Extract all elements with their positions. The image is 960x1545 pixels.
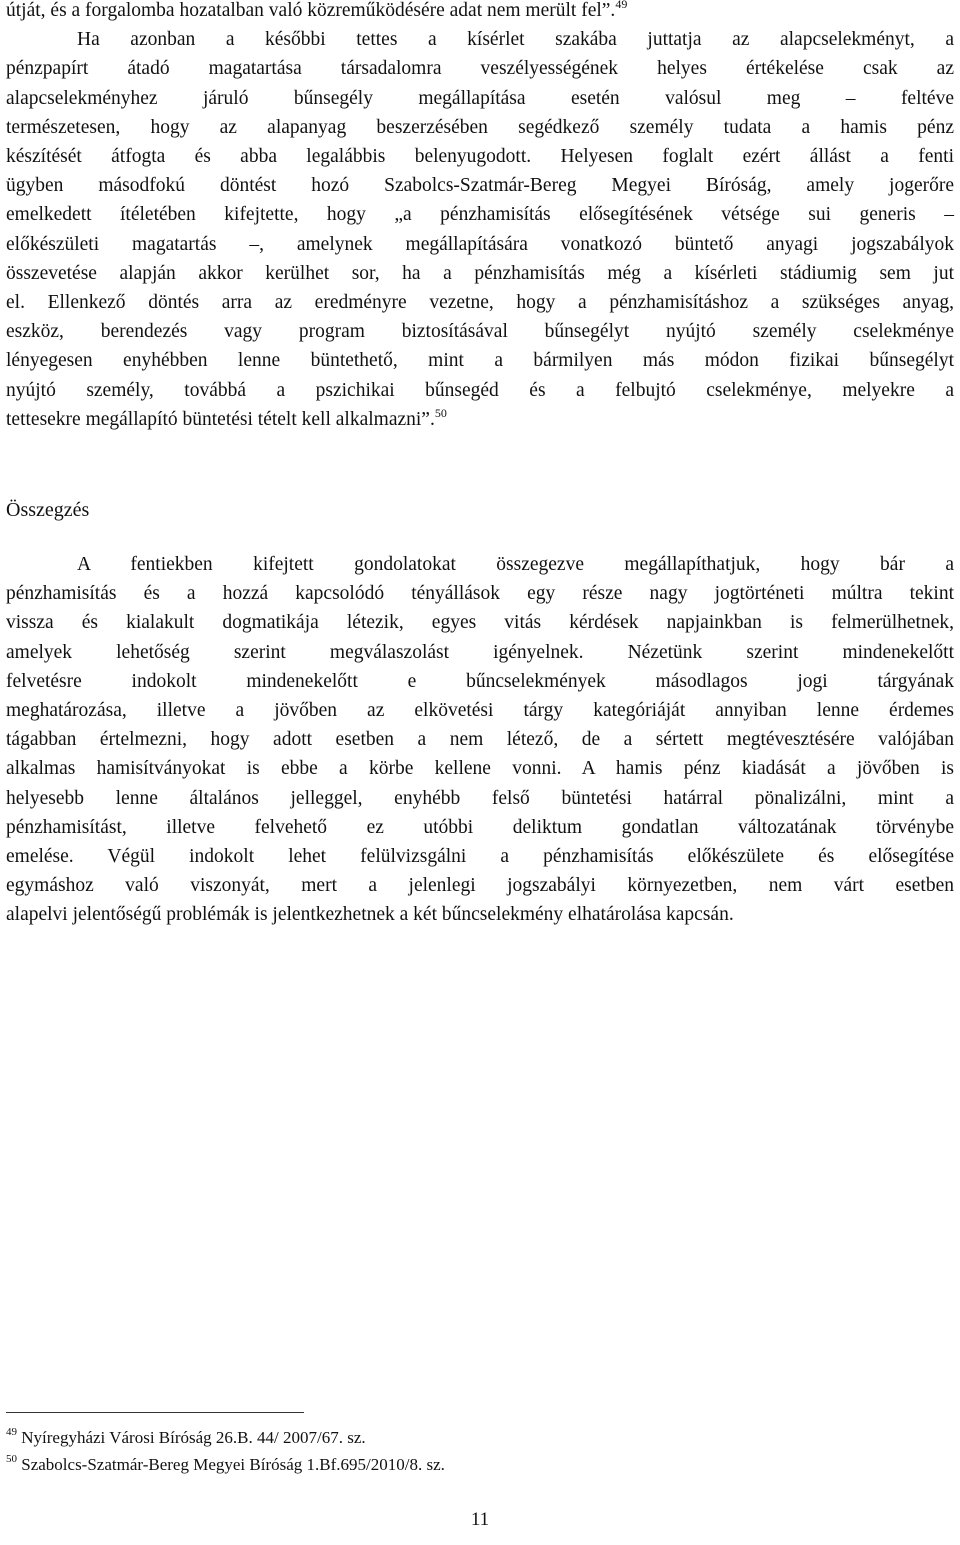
body-text-continuation — [6, 0, 954, 434]
section-heading: Összegzés — [6, 499, 90, 521]
text-line: természetesen, hogy az alapanyag beszerzésében segédkező személy tudata a hamis pénz — [6, 116, 954, 138]
text-line: útját, és a forgalomba hozatalban való közreműködésére adat nem merült fel”.$^{49}$ — [6, 0, 954, 25]
footnote-50 — [6, 1451, 706, 1478]
text-line: alapelvi jelentőségű problémák is jelentkezhetnek a két bűncselekmény elhatárolása kapcsán. — [6, 904, 734, 926]
footnote-number: 49 — [6, 1426, 17, 1438]
text-line: készítését átfogta és abba legalábbis belenyugodott. Helyesen foglalt ezért állást a fenti — [6, 146, 954, 168]
text-line: emelkedett ítéletében kifejtette, hogy „a pénzhamisítás elősegítésének vétsége sui generis – — [6, 204, 954, 226]
text-line: pénzhamisítást, illetve felvehető ez utóbbi deliktum gondatlan változatának törvénybe — [6, 816, 954, 838]
footnote-text: Nyíregyházi Városi Bíróság 26.B. 44/ 2007/67. sz. — [21, 1428, 366, 1447]
text-line: Ha azonban a későbbi tettes a kísérlet szakába juttatja az alapcselekményt, a — [77, 29, 954, 51]
footnote-text: Szabolcs-Szatmár-Bereg Megyei Bíróság 1.Bf.695/2010/8. sz. — [21, 1455, 445, 1474]
text-line: pénzpapírt átadó magatartása társadalomra veszélyességének helyes értékelése csak az — [6, 58, 954, 80]
text-line: tettesekre megállapító büntetési tételt kell alkalmazni”.$^{50}$ — [6, 405, 447, 430]
text-line: lényegesen enyhébben lenne büntethető, mint a bármilyen más módon fizikai bűnsegélyt — [6, 350, 954, 372]
text-line: tágabban értelmezni, hogy adott esetben a nem létező, de a sértett megtévesztésére valójában — [6, 729, 954, 751]
text-line: felvetésre indokolt mindenekelőtt e bűncselekmények másodlagos jogi tárgyának — [6, 670, 954, 692]
footnote-number: 50 — [6, 1453, 17, 1465]
text-line: vissza és kialakult dogmatikája létezik, egyes vitás kérdések napjainkban is felmerülhetnek, — [6, 612, 954, 634]
text-line: ügyben másodfokú döntést hozó Szabolcs-Szatmár-Bereg Megyei Bíróság, amely jogerőre — [6, 175, 954, 197]
text-line: emelése. Végül indokolt lehet felülvizsgálni a pénzhamisítás előkészülete és elősegítése — [6, 846, 954, 868]
footnote-reference[interactable]: 49 — [615, 0, 628, 11]
text-line: el. Ellenkező döntés arra az eredményre vezetne, hogy a pénzhamisításhoz a szükséges anyag, — [6, 292, 954, 314]
summary-paragraph — [6, 550, 954, 930]
text-line: helyesebb lenne általános jelleggel, enyhébb felső büntetési határral pönalizálni, mint a — [6, 787, 954, 809]
text-line: meghatározása, illetve a jövőben az elkövetési tárgy kategóriáját annyiban lenne érdemes — [6, 700, 954, 722]
footnote-49 — [6, 1424, 706, 1451]
text-line: A fentiekben kifejtett gondolatokat összegezve megállapíthatjuk, hogy bár a — [77, 554, 954, 575]
text-line: egymáshoz való viszonyát, mert a jelenlegi jogszabályi környezetben, nem várt esetben — [6, 875, 954, 897]
text-line: összevetése alapján akkor kerülhet sor, ha a pénzhamisítás még a kísérleti stádiumig sem jut — [6, 262, 954, 284]
footnote-divider — [6, 1412, 304, 1413]
text-line: alapcselekményhez járuló bűnsegély megállapítása esetén valósul meg – feltéve — [6, 87, 954, 109]
text-line: nyújtó személy, továbbá a pszichikai bűnsegéd és a felbujtó cselekménye, melyekre a — [6, 379, 954, 401]
footnotes — [6, 1424, 706, 1478]
text-line: előkészületi magatartás –, amelynek megállapítására vonatkozó büntető anyagi jogszabályok — [6, 233, 954, 255]
text-line: pénzhamisítás és a hozzá kapcsolódó tényállások egy része nagy jogtörténeti múltra tekint — [6, 583, 954, 605]
text-line: eszköz, berendezés vagy program biztosításával bűnsegélyt nyújtó személy cselekménye — [6, 321, 954, 343]
text-line: alkalmas hamisítványokat is ebbe a körbe kellene vonni. A hamis pénz kiadását a jövőben is — [6, 758, 954, 780]
footnote-reference[interactable]: 50 — [434, 405, 447, 420]
page-number: 11 — [470, 1509, 490, 1530]
text-line: amelyek lehetőség szerint megválaszolást igényelnek. Nézetünk szerint mindenekelőtt — [6, 641, 954, 663]
